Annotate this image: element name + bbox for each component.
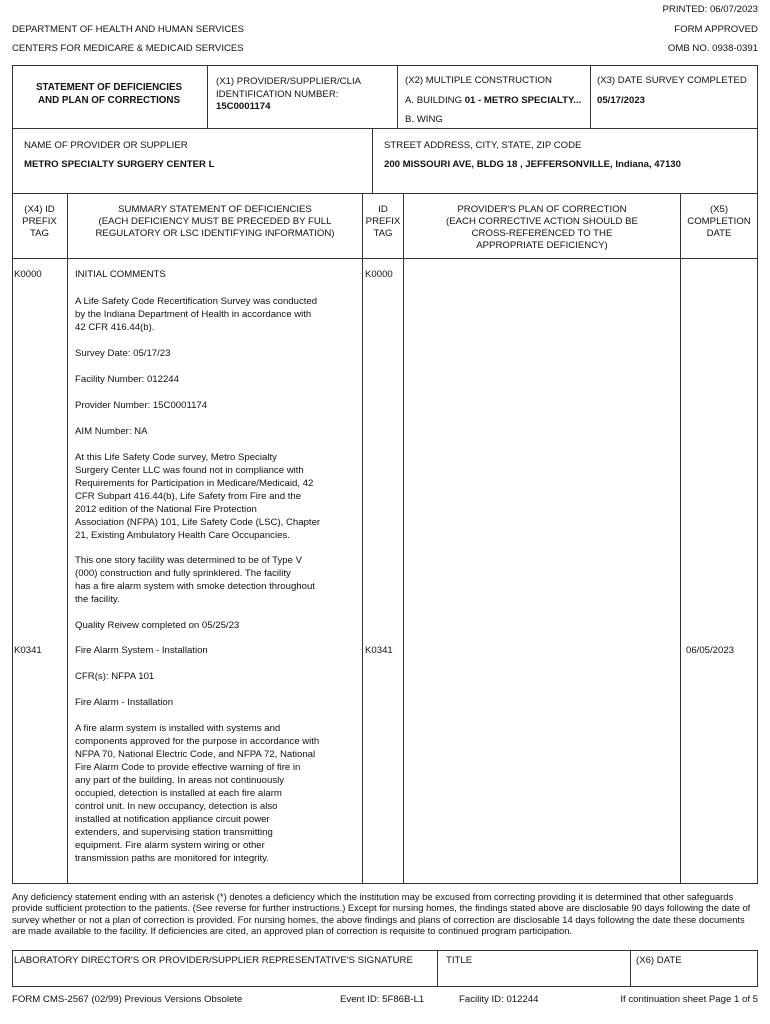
x1-label: (X1) PROVIDER/SUPPLIER/CLIA IDENTIFICATION NUMBER: bbox=[216, 76, 362, 100]
rule bbox=[12, 193, 758, 194]
k0000-p7: This one story facility was determined to be of Type V (000) construction and fully sprinklered. The facility has a fire alarm system with smoke detection throughout the facility. bbox=[75, 555, 315, 605]
rule bbox=[630, 950, 631, 986]
rule bbox=[757, 193, 758, 883]
col-x5-header: (X5) COMPLETION DATE bbox=[687, 204, 751, 239]
x2-label: (X2) MULTIPLE CONSTRUCTION bbox=[405, 75, 552, 86]
x2-building-label: A. BUILDING bbox=[405, 95, 463, 106]
rule bbox=[403, 193, 404, 883]
k0000-p2: Survey Date: 05/17/23 bbox=[75, 348, 171, 359]
rule bbox=[12, 128, 758, 129]
rule bbox=[12, 950, 13, 986]
x6-date-label: (X6) DATE bbox=[636, 955, 682, 966]
k0341-p1: CFR(s): NFPA 101 bbox=[75, 671, 155, 682]
k0341-title: Fire Alarm System - Installation bbox=[75, 645, 208, 656]
rule bbox=[12, 65, 758, 66]
k0000-title: INITIAL COMMENTS bbox=[75, 269, 166, 280]
rule bbox=[12, 883, 758, 884]
rule bbox=[12, 258, 758, 259]
address-label: STREET ADDRESS, CITY, STATE, ZIP CODE bbox=[384, 140, 582, 151]
x1-value: 15C0001174 bbox=[216, 101, 271, 112]
department-name: DEPARTMENT OF HEALTH AND HUMAN SERVICES bbox=[12, 24, 245, 35]
footer-page: If continuation sheet Page 1 of 5 bbox=[620, 994, 758, 1005]
rule bbox=[12, 65, 13, 193]
k0341-tag: K0341 bbox=[14, 645, 42, 656]
rule bbox=[397, 65, 398, 128]
footer-facility-id: Facility ID: 012244 bbox=[459, 994, 539, 1005]
footer-event-id: Event ID: 5F86B-L1 bbox=[340, 994, 425, 1005]
col-x4-header: (X4) ID PREFIX TAG bbox=[22, 204, 57, 239]
rule bbox=[437, 950, 438, 986]
k0341-p3: A fire alarm system is installed with systems and components approved for the purpose in accordance with NFPA 70, National Electric Code, and NFPA 72, National Fire Alarm Code to provide effective warning of fire in any part of the building. In areas not continuously occupied, detection is installed at each fire alarm control unit. In new occupancy, detection is also installed at notification appliance circuit power extenders, and supervising station transmitting equipment. Fire alarm system wiring or other transmission paths are monitored for integrity. bbox=[75, 723, 320, 864]
k0000-p6: At this Life Safety Code survey, Metro Specialty Surgery Center LLC was found not in compliance with Requirements for Participation in Medicare/Medicaid, 42 CFR Subpart 416.44(b), Life Safety from Fire and the 2012 edition of the National Fire Protection Association (NFPA) 101, Life Safety Code (LSC), Chapter 21, Existing Ambulatory Health Care Occupancies. bbox=[75, 452, 321, 541]
rule bbox=[757, 950, 758, 986]
provider-name-label: NAME OF PROVIDER OR SUPPLIER bbox=[24, 140, 188, 151]
provider-name-value: METRO SPECIALTY SURGERY CENTER L bbox=[24, 159, 215, 170]
col-id-header: ID PREFIX TAG bbox=[365, 204, 401, 239]
rule bbox=[12, 986, 758, 987]
x2-building-value: 01 - METRO SPECIALTY... bbox=[464, 95, 582, 106]
k0000-p4: Provider Number: 15C0001174 bbox=[75, 400, 208, 411]
k0000-p5: AIM Number: NA bbox=[75, 426, 148, 437]
footer-form: FORM CMS-2567 (02/99) Previous Versions Obsolete bbox=[12, 994, 243, 1005]
rule bbox=[362, 193, 363, 883]
rule bbox=[12, 950, 758, 951]
address-value: 200 MISSOURI AVE, BLDG 18 , JEFFERSONVILLE, Indiana, 47130 bbox=[384, 159, 681, 170]
rule bbox=[12, 193, 13, 883]
k0000-p8: Quality Reivew completed on 05/25/23 bbox=[75, 620, 240, 631]
k0341-p2: Fire Alarm - Installation bbox=[75, 697, 174, 708]
k0000-p3: Facility Number: 012244 bbox=[75, 374, 179, 385]
rule bbox=[757, 65, 758, 193]
x2-wing: B. WING bbox=[405, 114, 443, 125]
col-summary-header: SUMMARY STATEMENT OF DEFICIENCIES (EACH DEFICIENCY MUST BE PRECEDED BY FULL REGULATORY OR LSC IDENTIFYING INFORMATION) bbox=[95, 204, 335, 239]
k0341-id-tag: K0341 bbox=[365, 645, 393, 656]
disclaimer-text: Any deficiency statement ending with an asterisk (*) denotes a deficiency which the institution may be excused from correcting providing it is determined that other safeguards provide sufficient protection to the patients. (See reverse for further instructions.) Except for nursing homes, the findings stated above are disclosable 90 days following the date of survey whether or not a plan of correction is provided. For nursing homes, the above findings and plans of correction are disclosable 14 days following the date these documents are made available to the facility. If deficiencies are cited, an approved plan of correction is requisite to continued program participation. bbox=[12, 891, 751, 937]
rule bbox=[590, 65, 591, 128]
x2-building bbox=[405, 95, 581, 107]
form-approved: FORM APPROVED bbox=[674, 24, 758, 35]
rule bbox=[372, 128, 373, 193]
rule bbox=[67, 193, 68, 883]
k0000-tag: K0000 bbox=[14, 269, 42, 280]
printed-date: PRINTED: 06/07/2023 bbox=[662, 4, 758, 15]
k0000-p1: A Life Safety Code Recertification Survey was conducted by the Indiana Department of Health in accordance with 42 CFR 416.44(b). bbox=[75, 296, 318, 333]
rule bbox=[207, 65, 208, 128]
x3-label: (X3) DATE SURVEY COMPLETED bbox=[597, 75, 747, 86]
title-label: TITLE bbox=[446, 955, 473, 966]
signature-label: LABORATORY DIRECTOR'S OR PROVIDER/SUPPLIER REPRESENTATIVE'S SIGNATURE bbox=[14, 955, 413, 966]
centers-name: CENTERS FOR MEDICARE & MEDICAID SERVICES bbox=[12, 43, 244, 54]
col-plan-header: PROVIDER'S PLAN OF CORRECTION (EACH CORRECTIVE ACTION SHOULD BE CROSS-REFERENCED TO THE APPROPRIATE DEFICIENCY) bbox=[446, 204, 638, 251]
k0341-completion-date: 06/05/2023 bbox=[686, 645, 735, 656]
rule bbox=[680, 193, 681, 883]
statement-title: STATEMENT OF DEFICIENCIES AND PLAN OF CORRECTIONS bbox=[35, 82, 183, 106]
x3-value: 05/17/2023 bbox=[597, 95, 646, 106]
k0000-id-tag: K0000 bbox=[365, 269, 393, 280]
omb-number: OMB NO. 0938-0391 bbox=[667, 43, 758, 54]
